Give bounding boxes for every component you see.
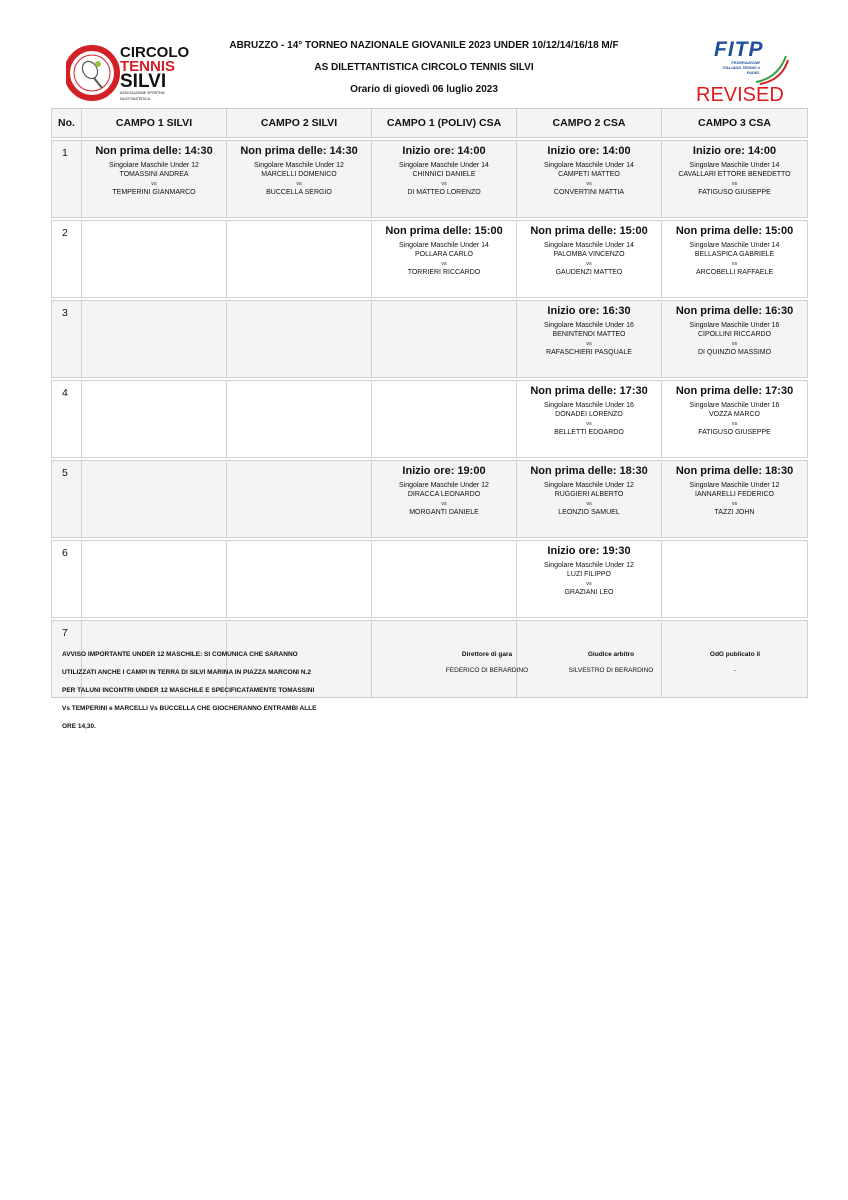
match-category: Singolare Maschile Under 12 — [689, 482, 780, 489]
column-header-campo-1-poliv-csa: CAMPO 1 (POLIV) CSA — [372, 109, 517, 138]
player-two: BUCCELLA SERGIO — [266, 189, 332, 196]
match-cell — [82, 381, 227, 458]
match-cell — [227, 381, 372, 458]
match-time: Non prima delle: 16:30 — [675, 305, 794, 317]
match-slot — [517, 141, 661, 211]
logo-line-silvi: SILVI — [120, 71, 167, 92]
versus-label: vs — [441, 181, 447, 187]
match-cell — [662, 221, 808, 298]
match-category: Singolare Maschile Under 14 — [399, 242, 489, 249]
match-cell — [82, 301, 227, 378]
match-category: Singolare Maschile Under 14 — [689, 242, 780, 249]
match-slot — [662, 381, 807, 451]
published-label: OdG publicato il — [709, 651, 761, 658]
versus-label: vs — [586, 421, 592, 427]
match-category: Singolare Maschile Under 16 — [689, 322, 780, 329]
match-cell — [662, 141, 808, 218]
schedule-row — [52, 461, 808, 538]
player-two: TAZZI JOHN — [714, 509, 755, 516]
match-slot — [82, 141, 226, 211]
match-time: Inizio ore: 14:00 — [692, 145, 777, 157]
match-category: Singolare Maschile Under 12 — [399, 482, 489, 489]
director-label: Direttore di gara — [461, 651, 513, 658]
versus-label: vs — [731, 341, 738, 347]
versus-label: vs — [586, 341, 592, 347]
player-two: GRAZIANI LEO — [564, 589, 614, 596]
player-two: GAUDENZI MATTEO — [555, 269, 623, 276]
player-one: CAVALLARI ETTORE BENEDETTO — [678, 171, 791, 178]
match-category: Singolare Maschile Under 16 — [689, 402, 780, 409]
player-one: VOZZA MARCO — [709, 411, 760, 418]
match-category: Singolare Maschile Under 12 — [109, 162, 199, 169]
match-cell — [372, 381, 517, 458]
match-slot — [662, 301, 807, 371]
player-two: FATIGUSO GIUSEPPE — [698, 189, 771, 196]
match-time: Non prima delle: 15:00 — [385, 225, 503, 237]
match-time: Non prima delle: 15:00 — [530, 225, 648, 237]
match-category: Singolare Maschile Under 14 — [689, 162, 780, 169]
versus-label: vs — [731, 501, 738, 507]
match-time: Non prima delle: 14:30 — [240, 145, 358, 157]
match-slot — [517, 461, 661, 531]
player-one: LUZI FILIPPO — [567, 571, 611, 578]
versus-label: vs — [441, 501, 447, 507]
row-number: 1 — [52, 141, 82, 218]
match-cell — [227, 301, 372, 378]
match-time: Inizio ore: 14:00 — [402, 145, 486, 157]
match-cell — [372, 301, 517, 378]
match-time: Non prima delle: 18:30 — [530, 465, 648, 477]
match-cell — [227, 141, 372, 218]
player-two: ARCOBELLI RAFFAELE — [695, 269, 774, 276]
player-two: DI QUINZIO MASSIMO — [697, 349, 772, 356]
match-time: Non prima delle: 18:30 — [675, 465, 794, 477]
player-one: DIRACCA LEONARDO — [407, 491, 481, 498]
player-two: BELLETTI EDOARDO — [554, 429, 624, 436]
player-one: POLLARA CARLO — [415, 251, 473, 258]
match-time: Non prima delle: 14:30 — [95, 145, 213, 157]
schedule-row — [52, 141, 808, 218]
schedule-row — [52, 541, 808, 618]
match-cell — [517, 541, 662, 618]
match-slot — [227, 141, 371, 211]
player-one: CIPOLLINI RICCARDO — [697, 331, 772, 338]
match-category: Singolare Maschile Under 12 — [254, 162, 344, 169]
referee-name: SILVESTRO DI BERARDINO — [568, 667, 654, 674]
match-time: Inizio ore: 14:00 — [547, 145, 631, 157]
schedule-header-row — [52, 109, 808, 138]
versus-label: vs — [586, 261, 592, 267]
match-cell — [227, 541, 372, 618]
club-title: AS DILETTANTISTICA CIRCOLO TENNIS SILVI — [314, 62, 534, 73]
logo-line-tennis: TENNIS — [120, 58, 176, 75]
match-slot — [372, 141, 516, 211]
page-header — [0, 0, 848, 108]
versus-label: vs — [441, 261, 447, 267]
match-category: Singolare Maschile Under 14 — [544, 242, 634, 249]
match-category: Singolare Maschile Under 14 — [544, 162, 634, 169]
fitp-swoosh-icon — [694, 38, 794, 88]
notice-line: AVVISO IMPORTANTE UNDER 12 MASCHILE: SI COMUNICA CHE SARANNO — [62, 651, 298, 658]
versus-label: vs — [731, 261, 738, 267]
row-number: 7 — [52, 621, 82, 698]
match-cell — [517, 221, 662, 298]
schedule-row — [52, 381, 808, 458]
player-two: DI MATTEO LORENZO — [407, 189, 481, 196]
match-time: Inizio ore: 19:00 — [402, 465, 486, 477]
match-cell — [372, 461, 517, 538]
column-header-campo-1-silvi: CAMPO 1 SILVI — [82, 109, 227, 138]
player-one: BENINTENDI MATTEO — [552, 331, 626, 338]
match-cell — [82, 221, 227, 298]
row-number: 6 — [52, 541, 82, 618]
match-slot — [662, 141, 807, 211]
column-header-campo-2-csa: CAMPO 2 CSA — [517, 109, 662, 138]
column-header-no: No. — [52, 109, 82, 138]
match-cell — [82, 541, 227, 618]
versus-label: vs — [151, 181, 157, 187]
important-notice — [62, 646, 352, 736]
match-time: Non prima delle: 17:30 — [675, 385, 794, 397]
notice-line: Vs TEMPERINI e MARCELLI Vs BUCCELLA CHE GIOCHERANNO ENTRAMBI ALLE — [62, 705, 317, 712]
match-slot — [517, 221, 661, 291]
match-cell — [517, 141, 662, 218]
fitp-federation-text: FEDERAZIONE ITALIANA TENNIS e PADEL — [722, 60, 760, 75]
schedule-table — [51, 108, 808, 700]
player-two: LEONZIO SAMUEL — [558, 509, 620, 516]
row-number: 5 — [52, 461, 82, 538]
match-time: Inizio ore: 19:30 — [547, 545, 631, 557]
match-slot — [517, 301, 661, 371]
match-slot — [372, 461, 516, 531]
column-header-campo-3-csa: CAMPO 3 CSA — [662, 109, 808, 138]
player-one: PALOMBA VINCENZO — [553, 251, 625, 258]
match-cell — [662, 461, 808, 538]
player-one: IANNARELLI FEDERICO — [695, 491, 774, 498]
match-cell — [517, 461, 662, 538]
player-two: TORRIERI RICCARDO — [407, 269, 481, 276]
match-time: Non prima delle: 17:30 — [530, 385, 648, 397]
schedule-row — [52, 301, 808, 378]
match-slot — [517, 541, 661, 611]
match-cell — [517, 381, 662, 458]
match-cell — [517, 301, 662, 378]
match-category: Singolare Maschile Under 12 — [544, 482, 634, 489]
match-category: Singolare Maschile Under 14 — [399, 162, 489, 169]
schedule-row — [52, 221, 808, 298]
player-two: TEMPERINI GIANMARCO — [112, 189, 196, 196]
player-one: RUGGIERI ALBERTO — [554, 491, 624, 498]
tournament-title: ABRUZZO - 14° TORNEO NAZIONALE GIOVANILE 2023 UNDER 10/12/14/16/18 M/F — [229, 40, 619, 51]
notice-line: UTILIZZATI ANCHE I CAMPI IN TERRA DI SILVI MARINA IN PIAZZA MARCONI N.2 — [62, 669, 312, 676]
fitp-wordmark: FITP — [714, 38, 764, 61]
notice-line: ORE 14,30. — [62, 723, 96, 730]
notice-line: PER TALUNI INCONTRI UNDER 12 MASCHILE E SPECIFICATAMENTE TOMASSINI — [62, 687, 315, 694]
versus-label: vs — [586, 181, 592, 187]
player-one: CAMPETI MATTEO — [558, 171, 620, 178]
match-cell — [82, 141, 227, 218]
row-number: 2 — [52, 221, 82, 298]
published-value: - — [733, 667, 737, 674]
match-cell — [82, 461, 227, 538]
header-titles — [200, 40, 648, 106]
match-slot — [372, 221, 516, 291]
player-one: CHINNICI DANIELE — [412, 171, 476, 178]
versus-label: vs — [296, 181, 302, 187]
match-cell — [227, 461, 372, 538]
published-block — [680, 646, 790, 678]
player-two: MORGANTI DANIELE — [409, 509, 479, 516]
match-cell — [372, 541, 517, 618]
row-number: 3 — [52, 301, 82, 378]
referee-block — [556, 646, 666, 678]
schedule-body — [52, 141, 808, 701]
match-slot — [662, 461, 807, 531]
row-number: 4 — [52, 381, 82, 458]
match-cell — [662, 381, 808, 458]
player-one: MARCELLI DOMENICO — [261, 171, 337, 178]
player-two: FATIGUSO GIUSEPPE — [698, 429, 771, 436]
match-category: Singolare Maschile Under 16 — [544, 322, 634, 329]
match-cell — [372, 221, 517, 298]
schedule-date: Orario di giovedì 06 luglio 2023 — [350, 84, 498, 95]
match-cell — [662, 541, 808, 618]
referee-label: Giudice arbitro — [587, 651, 635, 658]
versus-label: vs — [586, 501, 592, 507]
revised-stamp: REVISED — [696, 84, 784, 106]
director-name: FEDERICO DI BERARDINO — [445, 667, 529, 674]
versus-label: vs — [731, 181, 738, 187]
match-cell — [227, 221, 372, 298]
logo-line-circolo: CIRCOLO — [120, 44, 190, 61]
match-category: Singolare Maschile Under 12 — [544, 562, 634, 569]
player-one: DONADEI LORENZO — [555, 411, 623, 418]
match-slot — [662, 221, 807, 291]
match-time: Non prima delle: 15:00 — [675, 225, 794, 237]
match-time: Inizio ore: 16:30 — [547, 305, 631, 317]
match-category: Singolare Maschile Under 16 — [544, 402, 634, 409]
match-cell — [372, 141, 517, 218]
player-two: CONVERTINI MATTIA — [553, 189, 625, 196]
match-slot — [517, 381, 661, 451]
logo-tagline: ASSOCIAZIONE SPORTIVA DILETTANTISTICA — [120, 91, 165, 101]
match-cell — [662, 301, 808, 378]
versus-label: vs — [586, 581, 592, 587]
column-header-campo-2-silvi: CAMPO 2 SILVI — [227, 109, 372, 138]
circolo-tennis-silvi-logo — [66, 44, 190, 102]
player-one: TOMASSINI ANDREA — [119, 171, 189, 178]
player-two: RAFASCHIERI PASQUALE — [546, 349, 632, 356]
versus-label: vs — [731, 421, 738, 427]
director-block — [432, 646, 542, 678]
player-one: BELLASPICA GABRIELE — [694, 251, 775, 258]
